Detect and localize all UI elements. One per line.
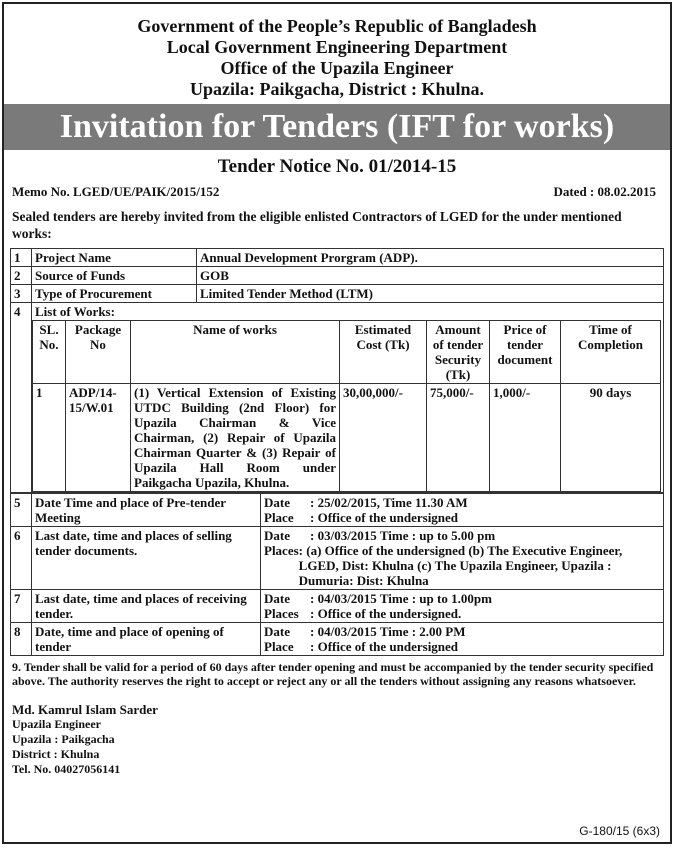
col-cost: Estimated Cost (Tk) [340, 321, 427, 384]
row-value: GOB [197, 267, 664, 285]
date-value: : 03/03/2015 Time : up to 5.00 pm [310, 528, 496, 543]
table-row [11, 285, 664, 303]
header-line-2: Local Government Engineering Department [166, 37, 508, 57]
place-value: : Office of the undersigned [310, 639, 459, 654]
col-sl: SL. No. [33, 321, 66, 384]
intro-text: Sealed tenders are hereby invited from the eligible enlisted Contractors of LGED for the under mentioned works: [12, 209, 622, 241]
table-row [11, 623, 664, 656]
table-row [11, 494, 664, 527]
row-label: Last date, time and places of receiving tender. [32, 590, 261, 623]
details-table [10, 248, 664, 493]
place-value: : (a) Office of the undersigned (b) The Executive Engineer, LGED, Dist: Khulna (c) The Upazila Engineer, Upazila : Dumuria: Dist: Khulna [298, 543, 623, 588]
row-value [261, 623, 664, 656]
validity-note: 9. Tender shall be valid for a period of 60 days after tender opening and must be accompanied by the tender security specified above. The authority reserves the right to accept or reject any or all the tenders without assigning any reasons whatsoever. [12, 660, 654, 688]
works-row [33, 384, 661, 492]
date-value: : 04/03/2015 Time : 2.00 PM [310, 624, 466, 639]
row-value [261, 527, 664, 590]
row-label: Date Time and place of Pre-tender Meeting [32, 494, 261, 527]
signatory-district: District : Khulna [12, 747, 100, 761]
works-header-row [33, 321, 661, 384]
row-value [261, 590, 664, 623]
signatory-tel: Tel. No. 04027056141 [12, 762, 121, 776]
header [4, 16, 670, 100]
row-label: List of Works: [35, 304, 115, 319]
work-price: 1,000/- [490, 384, 561, 492]
row-number: 7 [11, 590, 32, 623]
memo-number: Memo No. LGED/UE/PAIK/2015/152 [12, 184, 220, 199]
signatory-name: Md. Kamrul Islam Sarder [12, 702, 158, 717]
row-label: Source of Funds [32, 267, 197, 285]
row-label: Date, time and place of opening of tender [32, 623, 261, 656]
date-value: : 04/03/2015 Time : up to 1.00pm [310, 591, 492, 606]
title-banner: Invitation for Tenders (IFT for works) [4, 104, 670, 150]
row-label: Last date, time and places of selling tender documents. [32, 527, 261, 590]
work-sl: 1 [33, 384, 66, 492]
signatory-upazila: Upazila : Paikgacha [12, 732, 115, 746]
table-row [11, 249, 664, 267]
table-row [11, 303, 664, 493]
table-row [11, 527, 664, 590]
col-package: Package No [66, 321, 131, 384]
works-cell [32, 303, 664, 493]
row-number: 8 [11, 623, 32, 656]
signature-block [4, 702, 670, 777]
work-time: 90 days [561, 384, 661, 492]
work-name: (1) Vertical Extension of Existing UTDC Building (2nd Floor) for Upazila Chairman & Vice Chairman, (2) Repair of Upazila Chairman Quarter & (3) Repair of Upazila Hall Room under Paikgacha Upazila, Khulna. [131, 384, 340, 492]
place-key: Place [264, 510, 294, 525]
col-security: Amount of tender Security (Tk) [427, 321, 490, 384]
publication-code: G-180/15 (6x3) [579, 824, 660, 838]
memo-line [4, 184, 670, 200]
date-value: : 25/02/2015, Time 11.30 AM [310, 495, 468, 510]
row-label: Project Name [32, 249, 197, 267]
header-line-4: Upazila: Paikgacha, District : Khulna. [189, 79, 484, 99]
date-key: Date [264, 528, 290, 543]
signatory-title: Upazila Engineer [12, 717, 101, 731]
row-number: 3 [11, 285, 32, 303]
header-line-3: Office of the Upazila Engineer [220, 58, 454, 78]
row-number: 6 [11, 527, 32, 590]
table-row [11, 590, 664, 623]
col-name: Name of works [131, 321, 340, 384]
row-number: 1 [11, 249, 32, 267]
date: Dated : 08.02.2015 [553, 184, 656, 199]
place-value: : Office of the undersigned. [310, 606, 462, 621]
row-number: 4 [11, 303, 32, 493]
col-time: Time of Completion [561, 321, 661, 384]
col-price: Price of tender document [490, 321, 561, 384]
work-cost: 30,00,000/- [340, 384, 427, 492]
place-key: Places [264, 606, 299, 621]
notice-frame [2, 2, 672, 844]
place-value: : Office of the undersigned [310, 510, 459, 525]
works-table [32, 320, 661, 492]
date-key: Date [264, 495, 290, 510]
row-label: Type of Procurement [32, 285, 197, 303]
place-key: Places [264, 543, 299, 558]
row-value [261, 494, 664, 527]
row-number: 2 [11, 267, 32, 285]
place-key: Place [264, 639, 294, 654]
date-key: Date [264, 624, 290, 639]
events-table [10, 493, 664, 656]
tender-notice-number: Tender Notice No. 01/2014-15 [217, 156, 457, 177]
header-line-1: Government of the People’s Republic of Bangladesh [137, 16, 537, 36]
row-value: Limited Tender Method (LTM) [197, 285, 664, 303]
work-security: 75,000/- [427, 384, 490, 492]
row-value: Annual Development Prorgram (ADP). [197, 249, 664, 267]
work-package: ADP/14-15/W.01 [66, 384, 131, 492]
table-row [11, 267, 664, 285]
date-key: Date [264, 591, 290, 606]
row-number: 5 [11, 494, 32, 527]
